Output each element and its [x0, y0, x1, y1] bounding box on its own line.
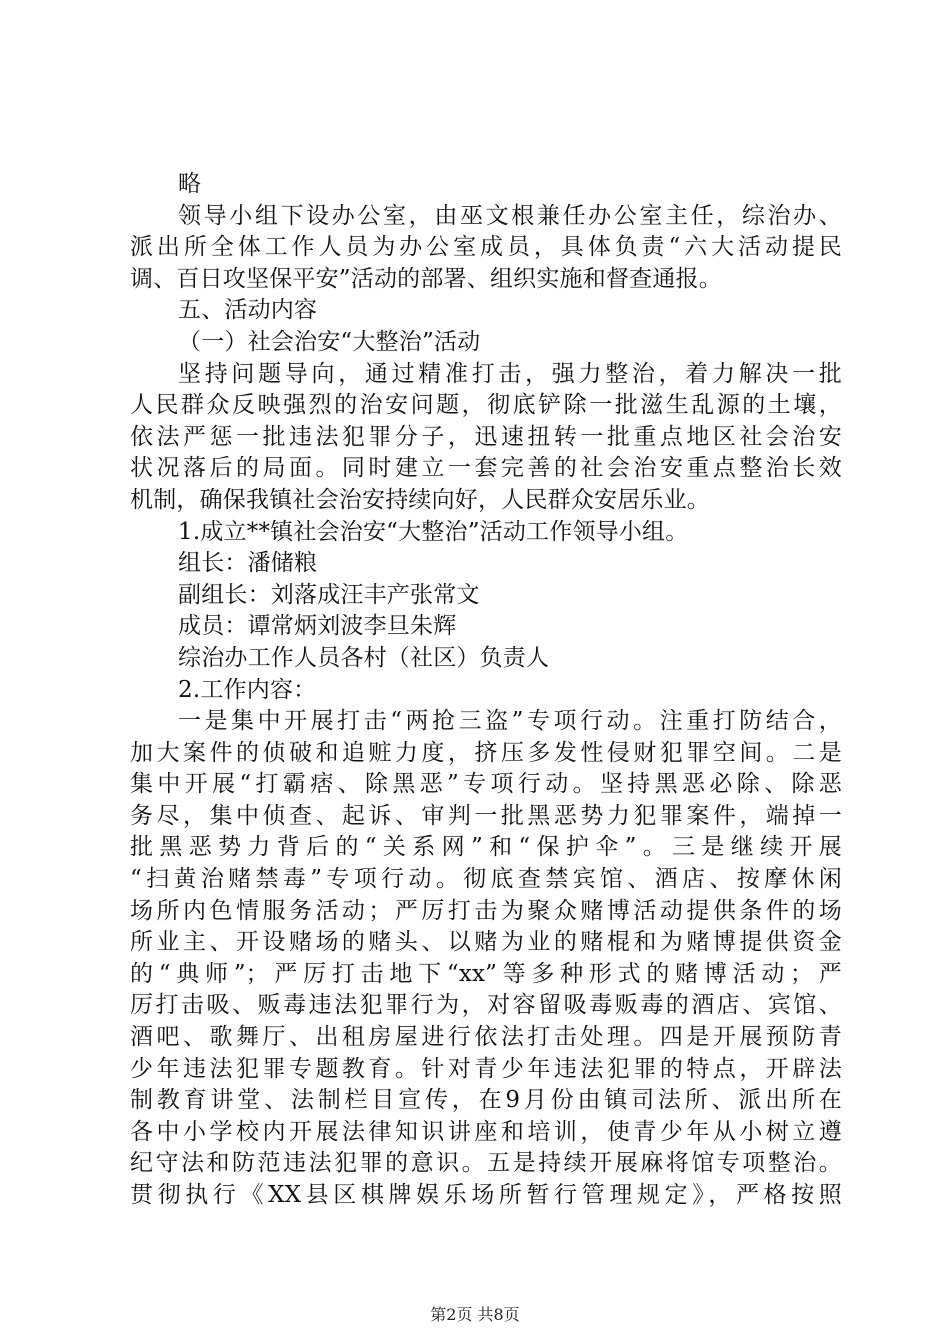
document-body [130, 169, 842, 1212]
text-line: 五、活动内容 [178, 297, 318, 324]
text-line: 派出所全体工作人员为办公室成员，具体负责“六大活动提民 [130, 234, 842, 261]
text-line: （一）社会治安“大整治”活动 [178, 328, 481, 355]
text-line: 综治办工作人员各村（社区）负责人 [178, 644, 550, 671]
text-line: “扫黄治赌禁毒”专项行动。彻底查禁宾馆、酒店、按摩休闲 [130, 866, 842, 893]
text-line: 略 [178, 171, 202, 197]
text-line: 各中小学校内开展法律知识讲座和培训，使青少年从小树立遵 [130, 1118, 842, 1145]
text-line: 务尽，集中侦查、起诉、审判一批黑恶势力犯罪案件，端掉一 [130, 802, 842, 829]
text-line: 场所内色情服务活动；严厉打击为聚众赌博活动提供条件的场 [130, 897, 842, 924]
text-line: 依法严惩一批违法犯罪分子，迅速扭转一批重点地区社会治安 [130, 423, 842, 450]
text-line: 厉打击吸、贩毒违法犯罪行为，对容留吸毒贩毒的酒店、宾馆、 [130, 992, 842, 1019]
text-line: 领导小组下设办公室，由巫文根兼任办公室主任，综治办、 [178, 202, 842, 229]
text-line: 成员：谭常炳刘波李旦朱辉 [178, 613, 457, 640]
text-line: 副组长：刘落成汪丰产张常文 [178, 581, 480, 608]
text-line: 少年违法犯罪专题教育。针对青少年违法犯罪的特点，开辟法 [130, 1055, 842, 1082]
text-line: 纪守法和防范违法犯罪的意识。五是持续开展麻将馆专项整治。 [130, 1150, 842, 1177]
text-line: 调、百日攻坚保平安”活动的部署、组织实施和督查通报。 [130, 265, 722, 292]
text-line: 坚持问题导向，通过精准打击，强力整治，着力解决一批 [178, 360, 842, 387]
text-line: 机制，确保我镇社会治安持续向好，人民群众安居乐业。 [130, 486, 710, 513]
text-line: 人民群众反映强烈的治安问题，彻底铲除一批滋生乱源的土壤， [130, 392, 842, 419]
page-footer: 第2页 共8页 [430, 1305, 520, 1324]
text-line: 的“典师”；严厉打击地下“xx”等多种形式的赌博活动；严 [130, 960, 842, 987]
text-line: 2.工作内容： [178, 676, 317, 703]
text-line: 状况落后的局面。同时建立一套完善的社会治安重点整治长效 [130, 455, 842, 482]
text-line: 1.成立**镇社会治安“大整治”活动工作领导小组。 [178, 518, 689, 545]
text-line: 一是集中开展打击“两抢三盗”专项行动。注重打防结合， [178, 708, 842, 735]
text-line: 酒吧、歌舞厅、出租房屋进行依法打击处理。四是开展预防青 [130, 1024, 842, 1051]
text-line: 批黑恶势力背后的“关系网”和“保护伞”。三是继续开展 [130, 834, 842, 861]
text-line: 贯彻执行《XX县区棋牌娱乐场所暂行管理规定》，严格按照 [130, 1182, 842, 1208]
text-line: 集中开展“打霸痞、除黑恶”专项行动。坚持黑恶必除、除恶 [130, 771, 842, 798]
text-line: 组长：潘储粮 [178, 550, 318, 577]
text-line: 制教育讲堂、法制栏目宣传，在9月份由镇司法所、派出所在 [130, 1087, 842, 1114]
text-line: 加大案件的侦破和追赃力度，挤压多发性侵财犯罪空间。二是 [130, 739, 842, 766]
text-line: 所业主、开设赌场的赌头、以赌为业的赌棍和为赌博提供资金 [130, 929, 842, 956]
